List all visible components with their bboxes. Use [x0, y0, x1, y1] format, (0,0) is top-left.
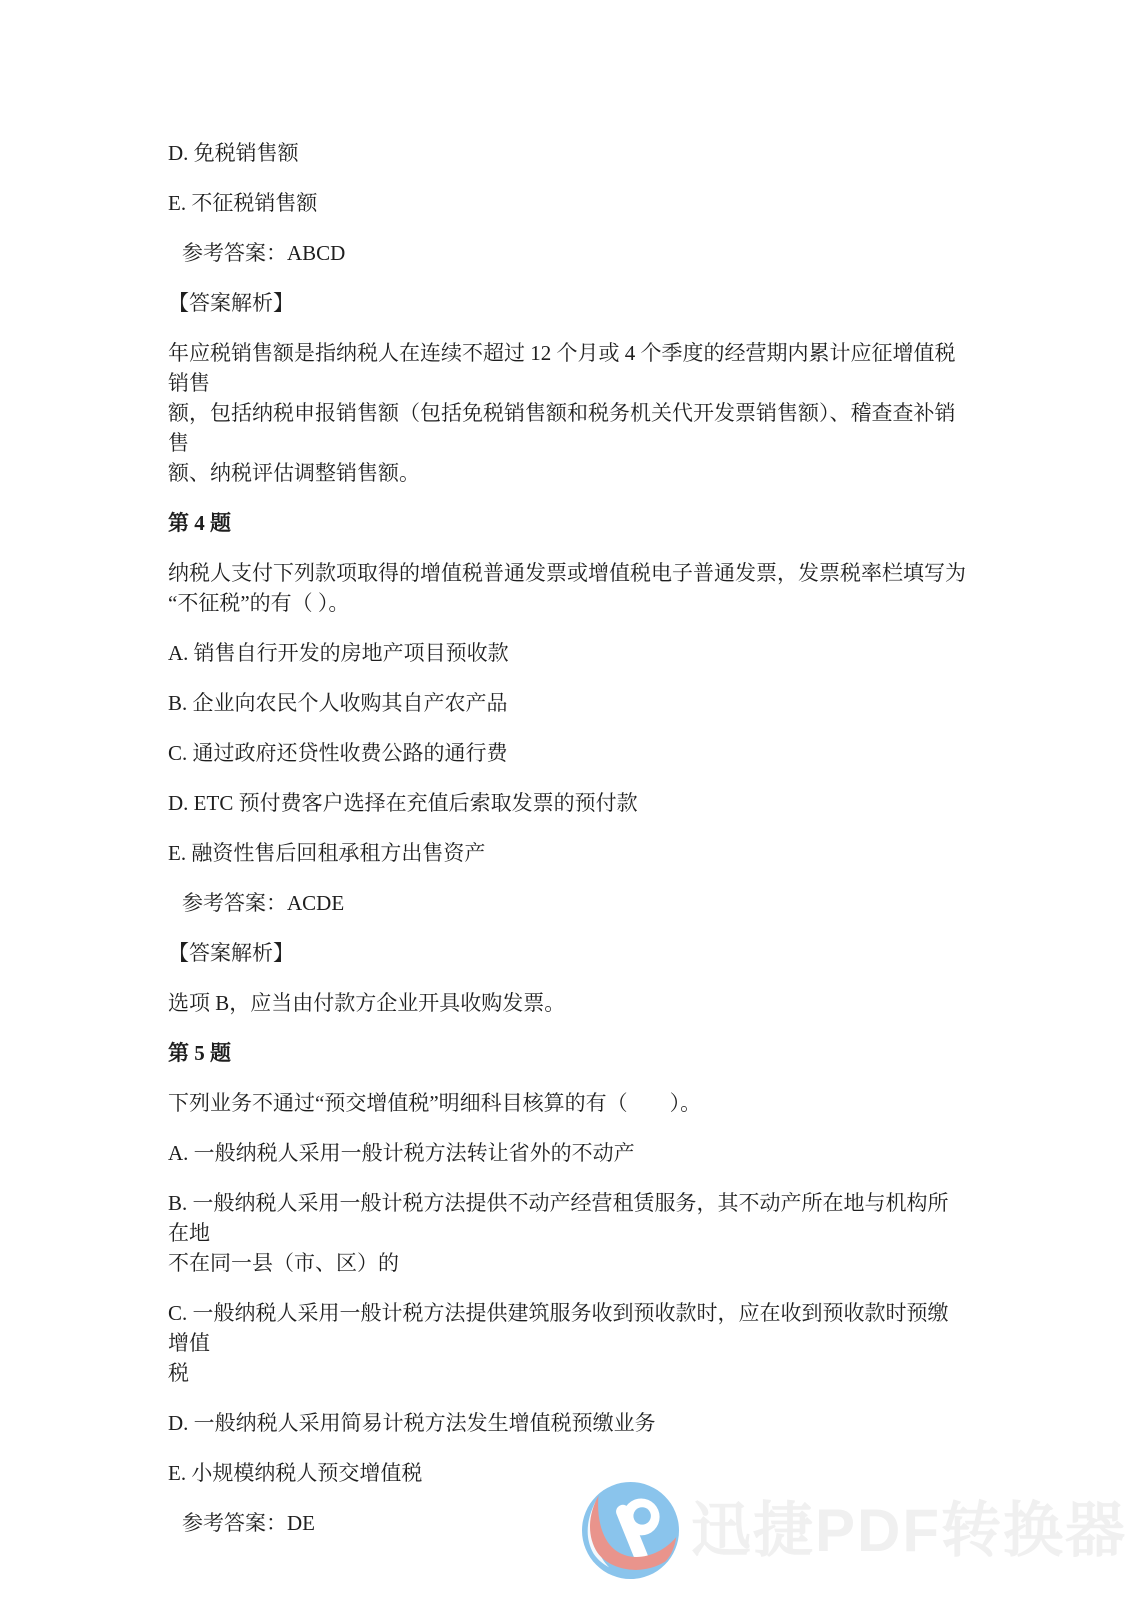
text-line: 额，包括纳税申报销售额（包括免税销售额和税务机关代开发票销售额）、稽查查补销售	[168, 401, 956, 455]
watermark	[582, 1482, 1127, 1579]
text-line: C. 一般纳税人采用一般计税方法提供建筑服务收到预收款时，应在收到预收款时预缴增值	[168, 1301, 949, 1355]
q4-option-b: B. 企业向农民个人收购其自产农产品	[168, 691, 508, 715]
text-line: 税	[168, 1361, 189, 1385]
q4-stem	[168, 558, 968, 618]
pdf-converter-logo-icon	[582, 1482, 679, 1579]
text-line: 不在同一县（市、区）的	[168, 1251, 399, 1275]
text-line: 纳税人支付下列款项取得的增值税普通发票或增值税电子普通发票，发票税率栏填写为	[168, 561, 966, 585]
q4-option-a: A. 销售自行开发的房地产项目预收款	[168, 641, 509, 665]
q3-analysis-header: 【答案解析】	[168, 291, 294, 315]
q3-option-e: E. 不征税销售额	[168, 191, 318, 215]
watermark-text: 迅捷PDF转换器	[691, 1497, 1127, 1564]
q3-answer: 参考答案：ABCD	[182, 241, 346, 265]
q3-option-d: D. 免税销售额	[168, 141, 299, 165]
text-line: B. 一般纳税人采用一般计税方法提供不动产经营租赁服务，其不动产所在地与机构所在地	[168, 1191, 949, 1245]
text-line: 额、纳税评估调整销售额。	[168, 461, 420, 485]
text-line: 年应税销售额是指纳税人在连续不超过 12 个月或 4 个季度的经营期内累计应征增值税销售	[168, 341, 956, 395]
q5-answer: 参考答案：DE	[182, 1511, 315, 1535]
q4-heading: 第 4 题	[168, 511, 231, 535]
q4-option-d: D. ETC 预付费客户选择在充值后索取发票的预付款	[168, 791, 638, 815]
q4-analysis: 选项 B，应当由付款方企业开具收购发票。	[168, 991, 566, 1015]
q4-analysis-header: 【答案解析】	[168, 941, 294, 965]
q4-option-e: E. 融资性售后回租承租方出售资产	[168, 841, 486, 865]
q5-option-b	[168, 1188, 968, 1278]
q5-option-d: D. 一般纳税人采用简易计税方法发生增值税预缴业务	[168, 1411, 656, 1435]
text-line: “不征税”的有（ ）。	[168, 591, 350, 615]
q5-option-c	[168, 1298, 968, 1388]
q5-option-e: E. 小规模纳税人预交增值税	[168, 1461, 423, 1485]
q5-stem: 下列业务不通过“预交增值税”明细科目核算的有（ ）。	[168, 1091, 702, 1115]
q5-option-a: A. 一般纳税人采用一般计税方法转让省外的不动产	[168, 1141, 635, 1165]
q4-answer: 参考答案：ACDE	[182, 891, 345, 915]
q3-analysis-paragraph	[168, 338, 968, 488]
q4-option-c: C. 通过政府还贷性收费公路的通行费	[168, 741, 508, 765]
document-content	[168, 138, 968, 1558]
q5-heading: 第 5 题	[168, 1041, 231, 1065]
